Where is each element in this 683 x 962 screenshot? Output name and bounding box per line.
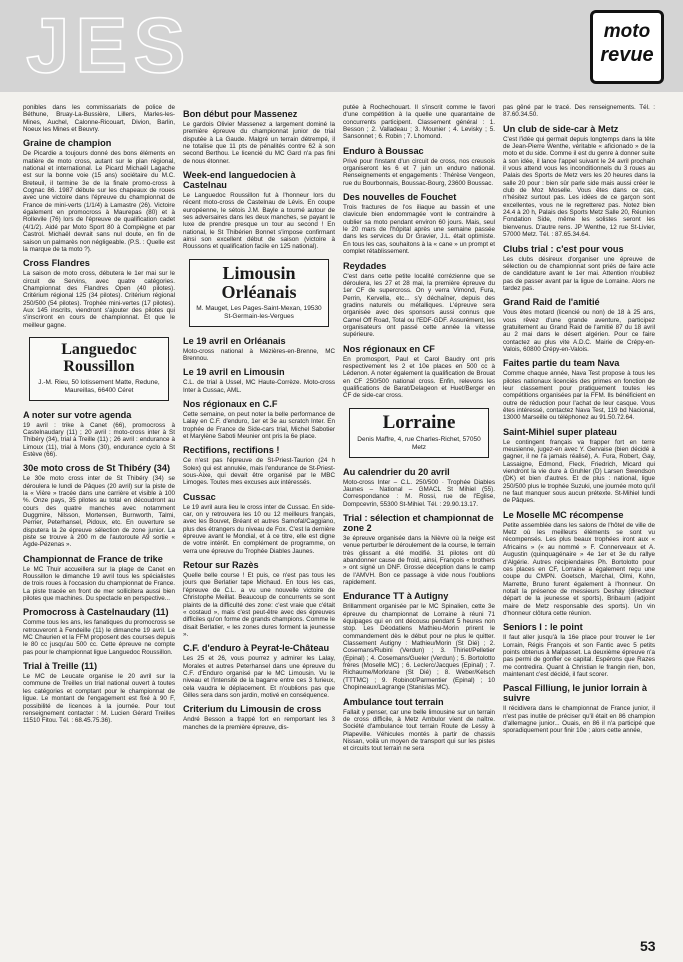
section-heading: Cross Flandres — [23, 258, 90, 269]
article-paragraph: Comme chaque année, Nava Test propose à tous les pilotes nationaux licenciés des primes en fonction de leur classement pour pratiquement toutes les compétitions organisées par la FFM. Ils bénéficient en outre de réduction pour l'achat de leur casque. Vous êtes intéressé, contactez Nava Test, 119 bd Nacional, 13000 Marseille ou téléphonez au 91.50.72.64. — [503, 370, 655, 422]
region-title: Languedoc Roussillon — [61, 340, 137, 375]
article-paragraph: Le MC de Leucate organise le 20 avril sur la commune de Treilles un trial national ouvert à toutes les catégories et comptant pour le championnat de ligue. Le montant de l'engagement est fixé à 90 F, possibilité de licences à la journée. Pour tout renseignement contacter : M. Lucien Gérard Treilles 11510 Fitou. Tél. : 68.45.75.36). — [23, 673, 175, 725]
section-heading: Promocross à Castelnaudary (11) — [23, 607, 169, 618]
section-heading: 30e moto cross de St Thibéry (34) — [23, 463, 171, 474]
region-address: M. Mauget, Les Pages-Saint-Mexan, 19530 St-Germain-les-Vergues — [196, 304, 322, 320]
moto-revue-logo — [590, 10, 664, 84]
section-heading: Rectifions, rectifions ! — [183, 445, 280, 456]
region-address: Denis Maffre, 4, rue Charles-Richet, 57050 Metz — [357, 435, 481, 451]
text-column-1 — [23, 104, 175, 728]
section-heading: Graine de champion — [23, 138, 112, 149]
article-paragraph: Les clubs désireux d'organiser une épreuve de sélection ou de championnat sont priés de faire acte de candidature avant le 1er mai. Attention n'oubliez pas de passer avant par la ligue de Lorraine. Alors ne tardez pas. — [503, 255, 655, 292]
article-paragraph: Il récidivera dans le championnat de France junior, il n'est pas inutile de préciser qu'il était en 86 champion d'allemagne junior... Ouais, en 86 il n'a participé que sporadiquement pour finir 10e ; alors cette année, — [503, 705, 655, 735]
article-paragraph: Le contingent français va frapper fort en terre meusienne, jugez-en avec Y. Gervaise (bien décidé à gagner, il ne l'a jamais réalisé), A. Fura, Robert, Gay, Lassaigne, Edmond, Fleck, Friedrich, Micard qui viendront la vie dure à Gruhler (D) Larsen Swendson (DK) et bien d'autres. Et de plus : national, ligue 250/500 plus le trophée Suzuki, une journée moto qu'il ne faut manquer sous aucun prétexte. St-Mihiel lundi de Pâques. — [503, 438, 655, 505]
section-heading: Le Moselle MC récompense — [503, 509, 624, 520]
region-box — [29, 337, 169, 401]
section-heading: Reydades — [343, 260, 387, 271]
region-box — [189, 259, 329, 327]
section-heading: Criterium du Limousin de cross — [183, 704, 322, 715]
article-paragraph: Brillamment organisée par le MC Spinalien, cette 3e épreuve du championnat de Lorraine à réuni 71 équipages qui en ont décousu pendant 5 heures non stop. Les Déodatiens Mathieu-Morin prirent le commandement dès le début pour ne plus le quitter. Classement Autigny : Mathieu/Morin (St Dié) ; 2. Cosemans/Rubini (Verdun) ; 3. Thiriet/Pelletier (Epinal) ; 4. Cosemans/Gueler (Verdun) ; 5. Bortolotto frères (Moselle MC) ; 6. Leclerc/Jacques (Epinal) ; 7. Richaume/Morkrane (St Dié) ; 8. Weber/Kelsch (TTTMC) ; 9. Robinot/Parmentier (Epinal) ; 10 Chopineaux/Lagrange (Stanislas MC). — [343, 603, 495, 692]
article-paragraph: En promosport, Paul et Carol Baudry ont pris respectivement les 2 et 10e places en 500 cc à Lédenon. A noter également la qualification de Brouat en CF 250/500 national cross. Enfin, relevons les qualifications de Barat/Delageon et Huet/Berger en CF de side-car cross. — [343, 355, 495, 400]
text-column-4 — [503, 104, 655, 738]
section-heading: Bon début pour Massenez — [183, 109, 298, 119]
section-heading: Au calendrier du 20 avril — [343, 466, 450, 477]
article-paragraph: La saison de moto cross, débutera le 1er mai sur le circuit de Servins, avec quatre catégories. Championnat des Flandres Open (40 pilotes). Critérium régional 125 (34 pilotes). Critérium régional 250/500 (54 pilotes). Trophée mini-vertes (17 pilotes). Aux 145 inscrits, viendront s'ajouter des pilotes qui s'inscriront en cours de championnat. Et que le meilleur gagne. — [23, 270, 175, 329]
section-heading: Grand Raid de l'amitié — [503, 297, 600, 308]
article-paragraph: C'est l'idée qui germait depuis longtemps dans la tête de Jean-Pierre Wenthe, véritable « aficionado » de la moto et du side. Comme il est du genre à donner suite à son idée, il lance l'appel suivant le 24 avril prochain il vous attend vous les inconditionnels du 3 roues au Palais des Sports de Metz vers les 20 heures dans la salle 20 pour : bien sûr parle side mais aussi créer le club de Moz Moselle. Vous êtes dans ce cas, n'hésitez surtout pas. Les idées de ce garçon sont excellentes, vous ne le regretterez pas. Notez bien 24.4 à 20 h, Palais des Sports Metz Salle 20, Réunion Fondation Side, même les solistes seront les bienvenus. D'autre rens. JP Wenthe, 12 rue St-Livier, 57000 Metz. Tél. : 87.65.34.64. — [503, 135, 655, 239]
page-header-banner — [0, 0, 683, 92]
article-paragraph: Ce n'est pas l'épreuve de St-Priest-Taurion (24 h Solex) qui est annulée, mais l'endurance de St-Priest-sous-Aixe, qui devait être organisé par le MBC Limoges. Toutes mes excuses aux intéressés. — [183, 457, 335, 487]
section-heading: Retour sur Razès — [183, 560, 259, 571]
article-paragraph: Petite assemblée dans les salons de l'hôtel de ville de Metz où les meilleurs éléments se sont vu récompensés. Les plus beaux trophées iront aux « Africains » (« au nommé » F. Connerveaux et A. Augustin (quinquagénaire » 4e 1er et 3e du rallye d'Algérie. Autres récipiendaires Ph. Bortolotto pour ces places en CF, Lorraine a également reçu une coupe du CMPN. Goetsch, Marchal, Olmi, Kohn, Marrette, Bruno furent également à l'honneur. On notait la présence de messieurs Deshay (directeur départ de la jeunesse et sports), Bribaum (adjoint maire de Metz responsable des sports). Un vin d'honneur clôtura cette réunion. — [503, 521, 655, 617]
section-heading: Clubs trial : c'est pour vous — [503, 243, 624, 254]
article-paragraph: André Besson a frappé fort en remportant les 3 manches de la première épreuve, dis- — [183, 716, 335, 731]
article-paragraph: pas gêné par le tracé. Des renseignements. Tél. : 87.60.34.50. — [503, 104, 655, 119]
article-paragraph: 19 avril : trike à Canet (66), promocross à Castelnaudary (11) ; 20 avril : moto-cross inter à St Thibéry (34), trial à Treille (11) ; 26 avril : endurance à Limoux (11), trial à Mons (30), endurance cyclo à St Estève (66). — [23, 421, 175, 458]
section-heading: Pascal Filliung, le junior lorrain à suivre — [503, 683, 647, 704]
article-paragraph: Moto-cross Inter – C.L. 250/500 · Trophée Diables Jaunes – National – GMACL St Mihiel (55). Correspondance : M. Rossi, rue de l'Eglise, Dompcevrin, 55300 St-Mihiel. Tél. : 29.90.13.17. — [343, 478, 495, 508]
article-paragraph: 3e épreuve organisée dans la Nièvre où la neige est venue perturber le déroulement de la course, le terrain très glissant a été modifié. 31 pilotes ont dû abandonner cause de froid, ainsi, François « brothers » ont signé un DNF. Grosse déception dans le camp de l'AMVH. Bon ce passage à vide nous l'oublions rapidement. — [343, 534, 495, 587]
section-heading: Cussac — [183, 491, 216, 502]
section-heading: Enduro à Boussac — [343, 145, 424, 156]
section-heading: Le 19 avril en Orléanais — [183, 335, 286, 346]
section-heading: Week-end languedocien à Castelnau — [183, 170, 296, 191]
region-title: Lorraine — [382, 411, 456, 433]
section-title-outline: JES — [26, 1, 192, 89]
section-heading: Faites partie du team Nava — [503, 358, 620, 369]
article-paragraph: Vous êtes motard (licencié ou non) de 18 à 25 ans, vous rêvez d'une grande aventure, participez gratuitement au Grand Raid de l'amitié 87 du 18 avril au 2 mai dans le désert algérien. Pour ce faire contactez au plus vite A.D.C. Mairie de Crépy-en-Valois, 60800 Crépy-en-Valois. — [503, 309, 655, 353]
article-paragraph: Cette semaine, on peut noter la belle performance de Lalay en C.F. d'enduro, 1er et 3e au scratch Inter. En trophée de France de Side-cars trial, Michel Sabotier et Marylène Saboti Meunier ont pris la 6e place. — [183, 410, 335, 440]
region-address: J.-M. Rieu, 50 lotissement Matte, Redune, Maureillas, 66400 Céret — [38, 378, 160, 394]
logo-line1: moto — [603, 21, 651, 42]
section-heading: Le 19 avril en Limousin — [183, 367, 285, 378]
article-paragraph: Le MC Thuir accueillera sur la plage de Canet en Roussillon le dimanche 19 avril tous les spécialistes de trois roues à l'occasion du championnat de France. La piste tracée en front de mer sollicitera aussi bien pilotes que machines. Du spectacle en perspective... — [23, 565, 175, 603]
article-paragraph: Trois fractures de l'os iliaque au bassin et une clavicule bien endommagée vont le contraindre à oublier sa moto pendant environ 60 jours. Mais, seul le 20 mars de l'hôpital après une semaine passée dans les services du Dr Gravier, J.L. était optimiste. En tous les cas, souhaitons à la « cane » un prompt et complet rétablissement. — [343, 204, 495, 256]
section-heading: Trial : sélection et championnat de zone 2 — [343, 512, 494, 533]
article-paragraph: Le Languedoc Roussillon fut à l'honneur lors du récent moto-cross de Castelnau de Lévis. En coupe européenne, le sétois J.M. Bayle a tourné autour de ses adversaires dans les deux manches, se payant le luxe de prendre presque un tour au second ! En national, le St Thibérien Bonnet s'impose confirmant ainsi son excellent début de saison (victoire à Roussons et qualification facile en 125 national). — [183, 192, 335, 251]
text-column-3 — [343, 104, 495, 756]
article-paragraph: Comme tous les ans, les fanatiques du promocross se retrouveront à Fendeille (11) le dimanche 19 avril. Le MC Chaurien et la FFM proposent des courses depuis le 80 cc jusqu'au 500 cc. Cette épreuve ne compte pas pour le championnat ligue Languedoc Roussillon. — [23, 619, 175, 656]
section-heading: Trial à Treille (11) — [23, 661, 98, 672]
section-heading: Nos régionaux en C.F — [183, 398, 278, 409]
article-paragraph: De Picardie a toujours donné des bons éléments en matière de moto cross, autant sur le plan régional, national et international. Le Picard Michaël Lagache est sur la bonne voie (15 ans) sociétaire du M.C. Breteuil, il termine 3e de la finale promo-cross à Cognac 86. 1987 débute sur les chapeaux de roues avec une victoire dans l'épreuve du championnat de France de mini-verts (1/1/4) à Lamastre (26). Victoire également en promocross à Maurepas (80) et à Rollevile (76) lors de l'épreuve de qualification cadet (4/1/2). Aidé par Moto Sport 80 à Compiègne et par Castrol. Michaël devrait sans nul doute, en fin de saison un palmarès non négligeable. (P.S. : Quelle est la marque de ta moto ?). — [23, 150, 175, 253]
article-paragraph: Le gardois Olivier Massenez a largement dominé la première épreuve du championnat junior de trial disputée à La Gaude. Malgré un terrain détrempé, il ne totalise que 11 pts de pénalités contre 62 à son second Berthou. Le licencié du MC Gard n'a pas fini de nous étonner. — [183, 121, 335, 165]
article-paragraph: Les 25 et 26, vous pourrez y admirer les Lalay, Morales et autres Peterhansel dans une épreuve du C.F. d'Enduro organisé par le MC Limousin. Vu le niveau et l'intensité de la bagarre entre ces 3 furieux, cela vaudra le déplacement. Et n'oublions pas que Gilles sera dans son jardin, motivé en conséquence. — [183, 655, 335, 699]
section-heading: C.F. d'enduro à Peyrat-le-Château — [183, 643, 330, 654]
section-heading: Championnat de France de trike — [23, 553, 163, 564]
section-heading: Un club de side-car à Metz — [503, 123, 619, 134]
section-heading: Endurance TT à Autigny — [343, 591, 449, 602]
region-box — [349, 408, 489, 458]
article-paragraph: Il faut aller jusqu'à la 16e place pour trouver le 1er Lorrain, Régis François et son Fantic avec 5 petits points obtenus à Malpasset. La deuxième épreuve n'a pas permi de gonfler ce capital. Espérons que Razes me contredira. Quant à Christian le frangin rien, bon, maintenant c'est décidé, il faut scorer. — [503, 634, 655, 678]
article-paragraph: Le 30e moto cross inter de St Thibéry (34) se déroulera le lundi de Pâques (20 avril) sur la piste de la « Vière » tracée dans une carrière et visible à 100 %. Onze pays, 35 pilotes au total en découdront au cours des quatre manches avec notamment Duggmire, Nilsson, Mortensen, Burnworth, Talmi, Perrier, Peterhansel, Pidoux, etc. En ouverture se disputera la 2e épreuve sélection de zone junior. La piste se trouve à 200 m de l'autoroute A9 sortie « Agde-Pézenas ». — [23, 475, 175, 549]
article-paragraph: C'est dans cette petite localité corrézienne que se déroulera, les 27 et 28 mai, la première épreuve du 1er CF de supercross. On y verra Vimond, Fura, Perrin, Kervella, etc... s'y déchaîner, depuis des gradins naturels ou métalliques. L'épreuve sera organisée avec des sponsors aussi connus que Camel Off Road, Total ou l'EDF-GDF. Assurément, les organisateurs ont passé cette année la vitesse supérieure. — [343, 272, 495, 339]
text-column-2 — [183, 104, 335, 734]
article-paragraph: putée à Rochechouart. Il s'inscrit comme le favori d'une compétition à la quelle une quarantaine de concurrents participent. Classement général : 1. Besson ; 2. Valladeau ; 3. Mounier ; 4. Levisky ; 5. Sansonnet ; 6. Robin ; 7. Lhomond. — [343, 104, 495, 141]
region-title: Limousin Orléanais — [221, 262, 297, 302]
section-heading: Ambulance tout terrain — [343, 696, 444, 707]
section-heading: Saint-Mihiel super plateau — [503, 426, 617, 437]
article-paragraph: C.L. de trial à Ussel, MC Haute-Corrèze. Moto-cross Inter à Cussac, AML. — [183, 379, 335, 394]
article-paragraph: Moto-cross national à Mézières-en-Brenne, MC Brennou. — [183, 347, 335, 362]
page-number: 53 — [640, 938, 656, 954]
article-paragraph: Privé pour l'instant d'un circuit de cross, nos creusois organiseront les 6 et 7 juin un enduro national. Renseignements et engagements : Thérèse Vengeon, rue du Bourbonnais, Boussac-Bourg, 23600 Boussac. — [343, 157, 495, 187]
article-paragraph: Fallait y penser, car une belle limousine sur un terrain de cross difficile, à Metz Ambulor vient de naître. Société d'ambulance tout terrain Route de Lessy à Plapeville. Véhicules montés à partir de chassis Nissan, voilà un moyen de transport qui sur les pistes et circuits tout terrain ne sera — [343, 708, 495, 753]
article-paragraph: Quelle belle course ! Et puis, ce n'est pas tous les jours que Berlatier tape Michaud. En tous les cas, l'épreuve de C.L. a vu une nouvelle victoire de Christophe Meillat. Beaucoup de concurrents se sont plaints de la difficulté des zone: c'est vraie que c'était « costaud », mais c'est peut-être avec des épreuves difficiles qu'on forme de grands champions. Comme le disait Berlatier, « les zones dures forment la jeunesse ». — [183, 572, 335, 638]
logo-line2: revue — [600, 44, 654, 66]
article-paragraph: Le 19 avril aura lieu le cross inter de Cussac. En side-car, on y retrouvera les 10 ou 12 meilleurs français, avec les Bouvet, Bréant et autres Samofal/Caggiano, plus des étrangers du niveau de Fox. C'est la dernière épreuve avant le Mondial, et à ce titre, elle est digne de votre intérêt. En complément de programme, on verra une épreuve du Trophée Diables Jaunes. — [183, 503, 335, 555]
section-heading: A noter sur votre agenda — [23, 409, 132, 420]
article-paragraph: ponibles dans les commissariats de police de Béthune, Bruay-La-Bussière, Lillers, Marles-les-Mines, Auchel, Calonne-Ricouart, Divion, Barlin, Noeux les Mines et Beuvry. — [23, 104, 175, 134]
section-heading: Des nouvelles de Fouchet — [343, 192, 457, 203]
section-heading: Seniors I : le point — [503, 622, 583, 633]
section-heading: Nos régionaux en CF — [343, 343, 435, 354]
